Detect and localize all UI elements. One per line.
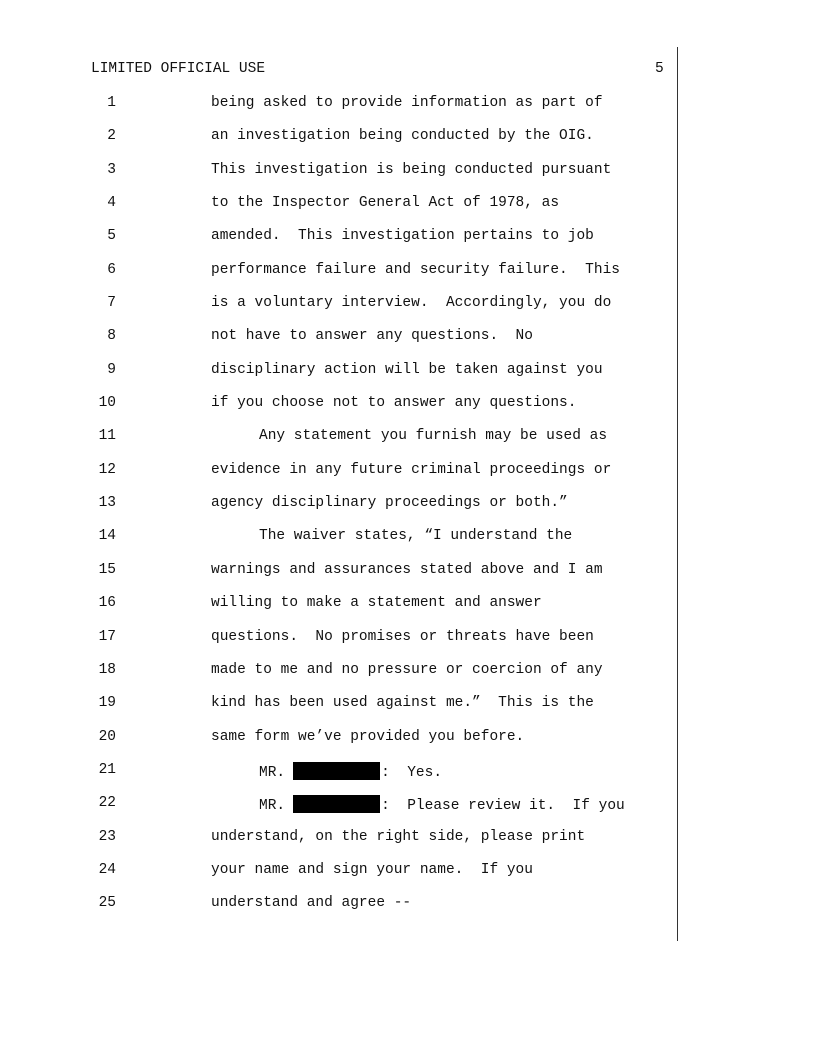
transcript-line	[0, 427, 816, 460]
line-number: 1	[107, 95, 116, 111]
transcript-line	[0, 728, 816, 761]
line-number: 12	[98, 461, 116, 478]
line-number: 11	[98, 428, 116, 445]
line-text: is a voluntary interview. Accordingly, you do	[211, 295, 612, 312]
line-text: disciplinary action will be taken against you	[211, 361, 603, 378]
transcript-line	[0, 227, 816, 260]
transcript-line	[0, 527, 816, 560]
transcript-line	[0, 861, 816, 894]
line-text: evidence in any future criminal proceedings or	[211, 461, 612, 478]
line-number: 21	[98, 761, 116, 778]
line-text: willing to make a statement and answer	[211, 595, 542, 612]
line-number: 3	[107, 161, 116, 178]
transcript-line	[0, 161, 816, 194]
line-number: 24	[98, 861, 116, 878]
speaker-title: MR.	[259, 764, 286, 781]
line-text: warnings and assurances stated above and I am	[211, 561, 603, 578]
transcript-line	[0, 794, 816, 827]
redaction-block	[293, 795, 380, 813]
line-number: 4	[107, 195, 116, 212]
line-number: 16	[98, 595, 116, 612]
line-number: 14	[98, 528, 116, 545]
line-number: 22	[98, 795, 116, 812]
line-number: 17	[98, 628, 116, 645]
speaker-line	[259, 795, 625, 814]
transcript-line	[0, 594, 816, 627]
transcript-line	[0, 661, 816, 694]
transcript-line	[0, 628, 816, 661]
line-text: not have to answer any questions. No	[211, 328, 533, 345]
line-number: 6	[107, 261, 116, 278]
line-text: agency disciplinary proceedings or both.”	[211, 495, 568, 512]
classification-marking: LIMITED OFFICIAL USE	[91, 61, 266, 77]
transcript-line	[0, 394, 816, 427]
line-text: performance failure and security failure. This	[211, 261, 620, 278]
transcript-line	[0, 261, 816, 294]
line-text: The waiver states, “I understand the	[259, 528, 573, 545]
transcript-line	[0, 327, 816, 360]
line-number: 19	[98, 695, 116, 712]
line-number: 9	[107, 361, 116, 378]
line-number: 20	[98, 728, 116, 745]
transcript-line	[0, 127, 816, 160]
line-text: being asked to provide information as part of	[211, 95, 603, 111]
line-text: questions. No promises or threats have been	[211, 628, 594, 645]
line-text: Any statement you furnish may be used as	[259, 428, 608, 445]
line-number: 25	[98, 895, 116, 912]
line-text: : Please review it. If you	[381, 798, 625, 815]
line-text: an investigation being conducted by the OIG.	[211, 128, 594, 145]
transcript-line	[0, 894, 816, 927]
transcript-line	[0, 294, 816, 327]
transcript-line	[0, 461, 816, 494]
line-number: 13	[98, 495, 116, 512]
redaction-block	[293, 762, 380, 780]
line-text: made to me and no pressure or coercion of any	[211, 661, 603, 678]
transcript-line	[0, 194, 816, 227]
line-number: 10	[98, 395, 116, 412]
line-text: to the Inspector General Act of 1978, as	[211, 195, 560, 212]
line-text: understand, on the right side, please print	[211, 828, 586, 845]
speaker-title: MR.	[259, 798, 286, 815]
line-text: same form we’ve provided you before.	[211, 728, 525, 745]
line-text: kind has been used against me.” This is the	[211, 695, 594, 712]
transcript-line	[0, 828, 816, 861]
line-number: 5	[107, 228, 116, 245]
line-text: if you choose not to answer any questions.	[211, 395, 577, 412]
transcript-line	[0, 494, 816, 527]
line-number: 2	[107, 128, 116, 145]
line-text: This investigation is being conducted pursuant	[211, 161, 612, 178]
transcript-line	[0, 694, 816, 727]
line-number: 7	[107, 295, 116, 312]
line-number: 18	[98, 661, 116, 678]
transcript-line	[0, 94, 816, 127]
transcript-line	[0, 761, 816, 794]
transcript-line	[0, 361, 816, 394]
transcript-line	[0, 561, 816, 594]
page-number: 5	[655, 61, 664, 77]
line-text: understand and agree --	[211, 895, 412, 912]
transcript-lines	[0, 94, 816, 928]
speaker-line	[259, 762, 442, 781]
line-number: 8	[107, 328, 116, 345]
line-number: 23	[98, 828, 116, 845]
line-text: your name and sign your name. If you	[211, 861, 533, 878]
line-number: 15	[98, 561, 116, 578]
line-text: amended. This investigation pertains to job	[211, 228, 594, 245]
line-text: : Yes.	[381, 764, 443, 781]
